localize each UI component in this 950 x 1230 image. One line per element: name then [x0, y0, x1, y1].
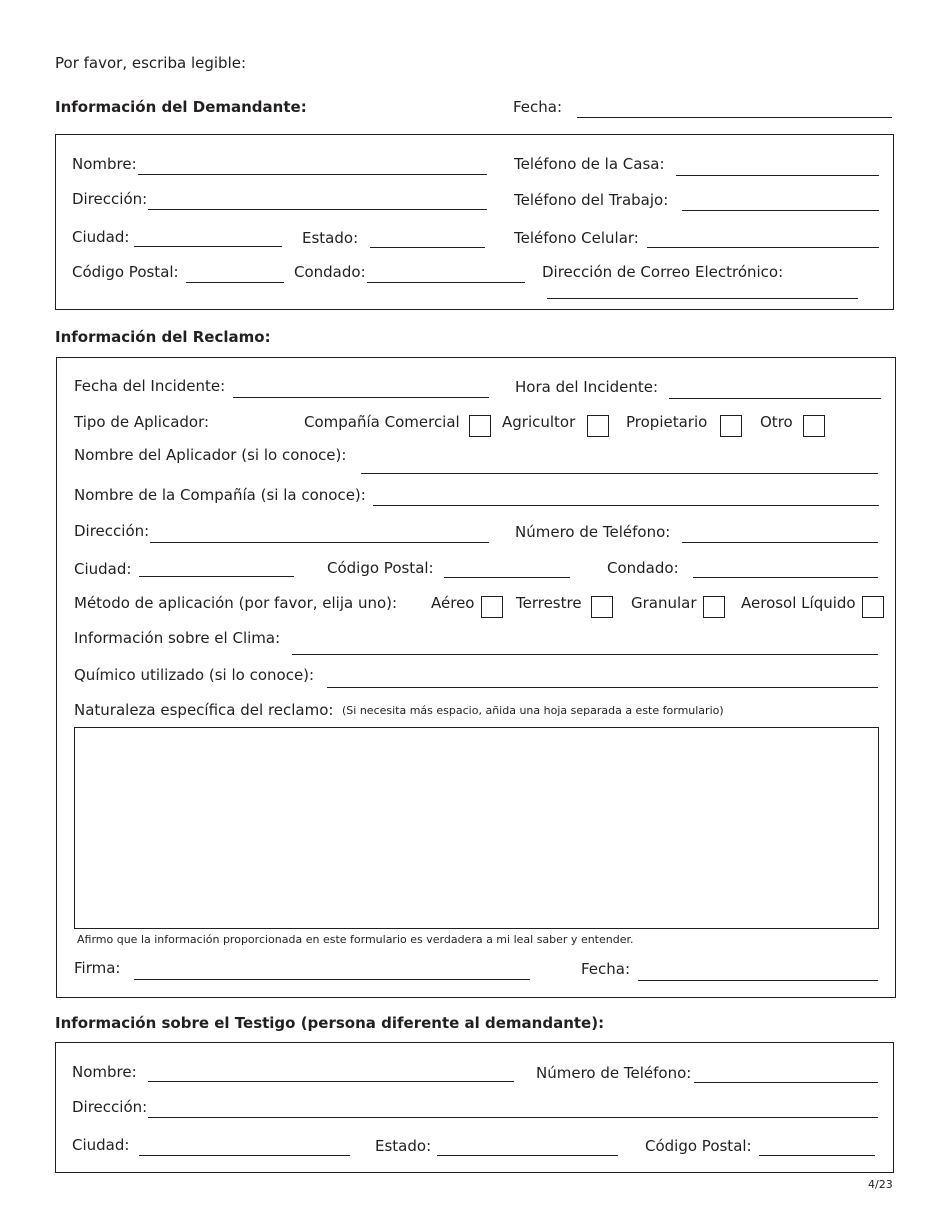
witness-phone-label: Número de Teléfono: — [536, 1064, 692, 1082]
witness-name-field[interactable] — [148, 1081, 514, 1082]
weather-field[interactable] — [292, 654, 878, 655]
claimant-address-field[interactable] — [148, 209, 487, 210]
witness-zip-field[interactable] — [759, 1155, 875, 1156]
incident-date-field[interactable] — [233, 397, 489, 398]
instruction-text: Por favor, escriba legible: — [55, 54, 247, 72]
nature-label: Naturaleza específica del reclamo: — [74, 701, 334, 719]
witness-address-field[interactable] — [148, 1117, 878, 1118]
witness-state-field[interactable] — [437, 1155, 618, 1156]
claimant-home-phone-field[interactable] — [676, 175, 879, 176]
method-ground-checkbox[interactable] — [591, 596, 613, 618]
method-granular-checkbox[interactable] — [703, 596, 725, 618]
claimant-section-title: Información del Demandante: — [55, 98, 307, 116]
claim-city-field[interactable] — [139, 576, 294, 577]
claim-phone-field[interactable] — [682, 542, 878, 543]
claimant-state-label: Estado: — [302, 229, 359, 247]
claimant-work-phone-label: Teléfono del Trabajo: — [514, 191, 669, 209]
applicator-name-label: Nombre del Aplicador (si lo conoce): — [74, 446, 347, 464]
company-name-field[interactable] — [373, 505, 879, 506]
method-liquid-spray-label: Aerosol Líquido — [741, 594, 856, 612]
claim-address-label: Dirección: — [74, 522, 150, 540]
claim-county-label: Condado: — [607, 559, 679, 577]
claimant-name-label: Nombre: — [72, 155, 137, 173]
witness-name-label: Nombre: — [72, 1063, 137, 1081]
incident-time-field[interactable] — [669, 398, 881, 399]
claim-city-label: Ciudad: — [74, 560, 132, 578]
signature-field[interactable] — [134, 979, 530, 980]
applicator-owner-checkbox[interactable] — [720, 415, 742, 437]
method-label: Método de aplicación (por favor, elija uno): — [74, 594, 398, 612]
claim-zip-field[interactable] — [444, 577, 570, 578]
applicator-farmer-checkbox[interactable] — [587, 415, 609, 437]
witness-city-label: Ciudad: — [72, 1136, 130, 1154]
claim-phone-label: Número de Teléfono: — [515, 523, 671, 541]
method-aerial-checkbox[interactable] — [481, 596, 503, 618]
claim-zip-label: Código Postal: — [327, 559, 434, 577]
witness-zip-label: Código Postal: — [645, 1137, 752, 1155]
claim-address-field[interactable] — [150, 542, 489, 543]
signature-label: Firma: — [74, 959, 121, 977]
page-number: 4/23 — [868, 1178, 893, 1191]
method-ground-label: Terrestre — [516, 594, 582, 612]
claimant-home-phone-label: Teléfono de la Casa: — [514, 155, 665, 173]
witness-box — [55, 1042, 894, 1173]
applicator-commercial-checkbox[interactable] — [469, 415, 491, 437]
claim-county-field[interactable] — [693, 577, 878, 578]
method-granular-label: Granular — [631, 594, 697, 612]
applicator-type-label: Tipo de Aplicador: — [74, 413, 210, 431]
claimant-work-phone-field[interactable] — [682, 210, 879, 211]
signature-date-label: Fecha: — [581, 960, 631, 978]
claimant-address-label: Dirección: — [72, 190, 148, 208]
claimant-email-label: Dirección de Correo Electrónico: — [542, 263, 784, 281]
claimant-zip-label: Código Postal: — [72, 263, 179, 281]
incident-time-label: Hora del Incidente: — [515, 378, 659, 396]
nature-note: (Si necesita más espacio, añida una hoja separada a este formulario) — [342, 704, 724, 717]
claimant-county-label: Condado: — [294, 263, 366, 281]
claimant-box — [55, 134, 894, 310]
claimant-cell-phone-field[interactable] — [647, 247, 879, 248]
method-liquid-spray-checkbox[interactable] — [862, 596, 884, 618]
applicator-name-field[interactable] — [361, 473, 878, 474]
signature-date-field[interactable] — [638, 980, 878, 981]
claimant-county-field[interactable] — [367, 282, 525, 283]
claimant-date-field[interactable] — [577, 117, 892, 118]
claimant-city-label: Ciudad: — [72, 228, 130, 246]
applicator-other-checkbox[interactable] — [803, 415, 825, 437]
witness-state-label: Estado: — [375, 1137, 432, 1155]
applicator-option-other-label: Otro — [760, 413, 793, 431]
witness-city-field[interactable] — [139, 1155, 350, 1156]
applicator-option-owner-label: Propietario — [626, 413, 708, 431]
applicator-option-commercial-label: Compañía Comercial — [304, 413, 460, 431]
claimant-zip-field[interactable] — [186, 282, 284, 283]
nature-textarea[interactable] — [74, 727, 879, 929]
chemical-field[interactable] — [327, 687, 878, 688]
claimant-cell-phone-label: Teléfono Celular: — [514, 229, 639, 247]
claimant-date-label: Fecha: — [513, 98, 563, 116]
applicator-option-farmer-label: Agricultor — [502, 413, 576, 431]
affirmation-text: Afirmo que la información proporcionada en este formulario es verdadera a mi leal saber y entender. — [77, 933, 634, 946]
claim-section-title: Información del Reclamo: — [55, 328, 271, 346]
incident-date-label: Fecha del Incidente: — [74, 377, 226, 395]
claimant-name-field[interactable] — [138, 174, 487, 175]
claimant-city-field[interactable] — [134, 246, 282, 247]
weather-label: Información sobre el Clima: — [74, 629, 281, 647]
claimant-state-field[interactable] — [370, 247, 485, 248]
company-name-label: Nombre de la Compañía (si la conoce): — [74, 486, 366, 504]
witness-section-title: Información sobre el Testigo (persona diferente al demandante): — [55, 1014, 605, 1032]
witness-phone-field[interactable] — [694, 1082, 878, 1083]
witness-address-label: Dirección: — [72, 1098, 148, 1116]
claimant-email-field[interactable] — [547, 298, 858, 299]
method-aerial-label: Aéreo — [431, 594, 475, 612]
chemical-label: Químico utilizado (si lo conoce): — [74, 666, 315, 684]
